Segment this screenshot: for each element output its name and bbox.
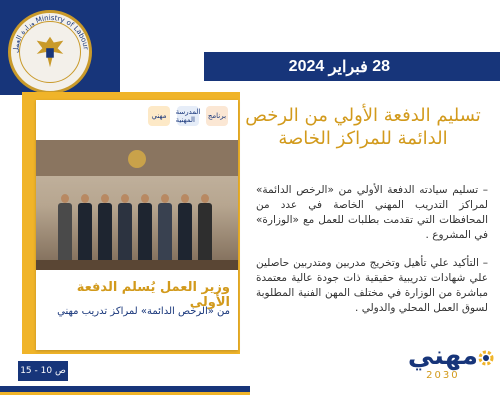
person-figure [58, 194, 72, 264]
person-figure [198, 194, 212, 264]
body-paragraph-2: – التأكيد علي تأهيل وتخريج مدربين ومتدربين حاصلين علي شهادات تدريبية حقيقية ذات جودة عالية معتمدة مباشرة من الوزارة في مختلف المهن الفنية المطلوبة لسوق العمل المحلي والدولي . [256, 257, 488, 314]
photo-caption-subtitle: من «الرخص الدائمة» لمراكز تدريب مهني [57, 306, 230, 317]
mehani-2030-logo [408, 342, 478, 381]
eagle-emblem-icon [19, 21, 81, 83]
page-reference-tag: ص 10 - 15 [18, 361, 68, 381]
news-photo-card [36, 100, 238, 350]
gear-icon [476, 348, 496, 368]
partner-logos [148, 106, 228, 126]
ministry-seal-logo [8, 10, 92, 94]
body-paragraph-1: – تسليم سيادته الدفعة الأولي من «الرخص الدائمة» لمراكز التدريب المهني الخاصة في عدد من المحافظات التي تقدمت بطلبات للعمل مع «الوزارة» في المشروع . [256, 184, 488, 241]
date-day: 28 [372, 57, 390, 75]
person-figure [78, 194, 92, 264]
date-year: 2024 [288, 57, 325, 75]
person-figure [158, 194, 172, 264]
person-figure [98, 194, 112, 264]
date-month: فبراير [328, 58, 368, 76]
logo-program-icon: برنامج [206, 106, 228, 126]
brand-word: مهني [407, 341, 478, 371]
page-headline: تسليم الدفعة الأولي من الرخص الدائمة للمراكز الخاصة [245, 105, 481, 149]
date-banner [204, 52, 500, 81]
person-figure [138, 194, 152, 264]
brand-year: 2030 [426, 370, 460, 381]
svg-text:وزارة العمل Ministry of Labour: وزارة العمل Ministry of Labour [11, 13, 90, 54]
photo-table-edge [36, 260, 238, 270]
footer-stripe [0, 386, 250, 400]
photo-caption-title: وزير العمل يُسلم الدفعة الأولى [76, 280, 230, 310]
photo-emblem-icon [128, 150, 146, 168]
person-figure [178, 194, 192, 264]
logo-vocational-school-icon: المدرسة المهنية [175, 108, 201, 124]
article-body [256, 183, 488, 329]
person-figure [118, 194, 132, 264]
logo-mehani-icon: مهني [148, 106, 170, 126]
group-photo [36, 140, 238, 270]
